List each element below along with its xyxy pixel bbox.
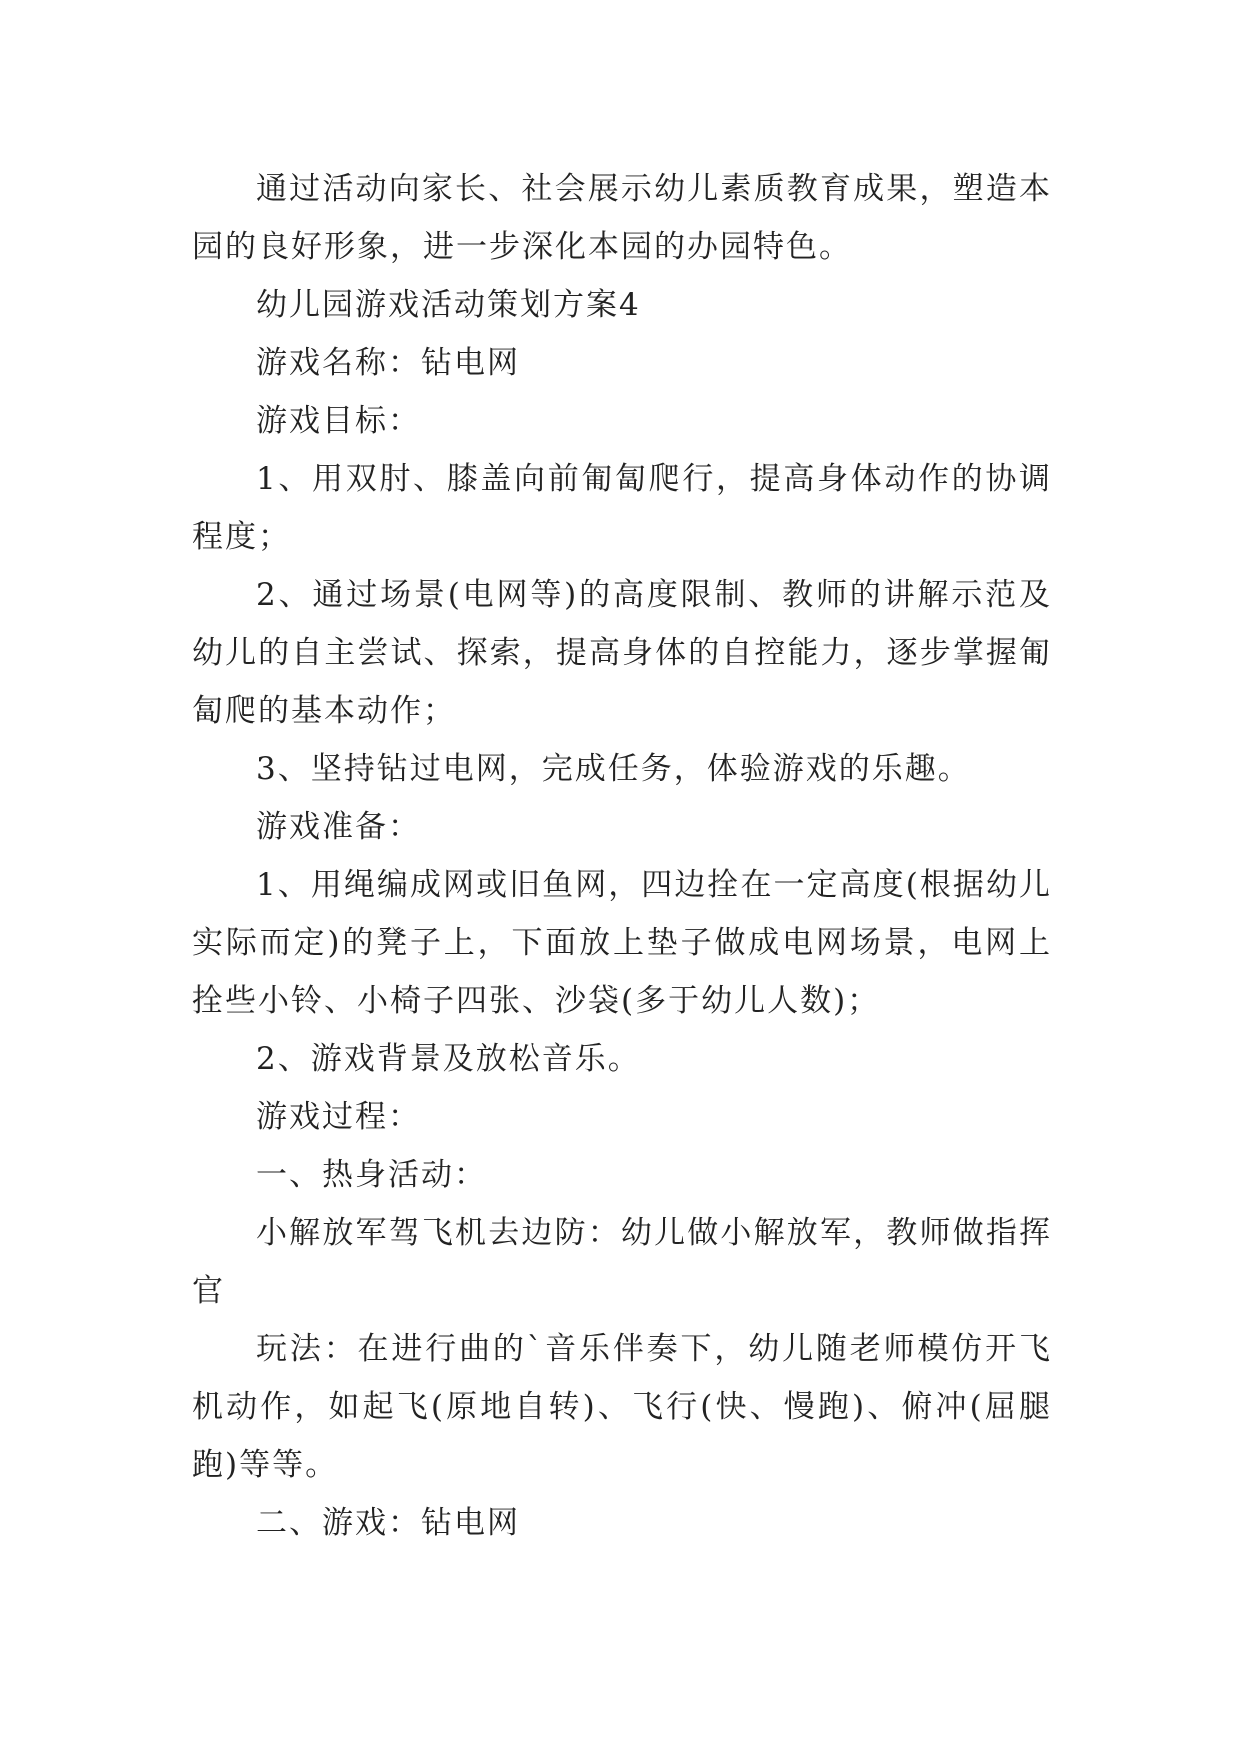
goal-item-2: 2、通过场景(电网等)的高度限制、教师的讲解示范及幼儿的自主尝试、探索，提高身体的自控能力，逐步掌握匍匐爬的基本动作； bbox=[192, 577, 1052, 729]
section-title: 幼儿园游戏活动策划方案4 bbox=[256, 287, 641, 323]
warmup-description: 小解放军驾飞机去边防：幼儿做小解放军，教师做指挥官 bbox=[192, 1215, 1052, 1309]
game-heading: 二、游戏：钻电网 bbox=[256, 1505, 520, 1541]
game-goals-heading: 游戏目标： bbox=[256, 403, 421, 439]
process-heading: 游戏过程： bbox=[256, 1099, 421, 1135]
preparation-item-1: 1、用绳编成网或旧鱼网，四边拴在一定高度(根据幼儿实际而定)的凳子上，下面放上垫子做成电网场景，电网上拴些小铃、小椅子四张、沙袋(多于幼儿人数)； bbox=[192, 867, 1052, 1019]
warmup-heading: 一、热身活动： bbox=[256, 1157, 487, 1193]
preparation-heading: 游戏准备： bbox=[256, 809, 421, 845]
goal-item-3: 3、坚持钻过电网，完成任务，体验游戏的乐趣。 bbox=[256, 751, 971, 787]
goal-item-1: 1、用双肘、膝盖向前匍匐爬行，提高身体动作的协调程度； bbox=[192, 461, 1052, 555]
document-body bbox=[192, 160, 1052, 1552]
paragraph-intro: 通过活动向家长、社会展示幼儿素质教育成果，塑造本园的良好形象，进一步深化本园的办园特色。 bbox=[192, 171, 1052, 265]
preparation-item-2: 2、游戏背景及放松音乐。 bbox=[256, 1041, 641, 1077]
warmup-rules: 玩法：在进行曲的`音乐伴奏下，幼儿随老师模仿开飞机动作，如起飞(原地自转)、飞行(快、慢跑)、俯冲(屈腿跑)等等。 bbox=[192, 1331, 1053, 1483]
game-name: 游戏名称：钻电网 bbox=[256, 345, 520, 381]
